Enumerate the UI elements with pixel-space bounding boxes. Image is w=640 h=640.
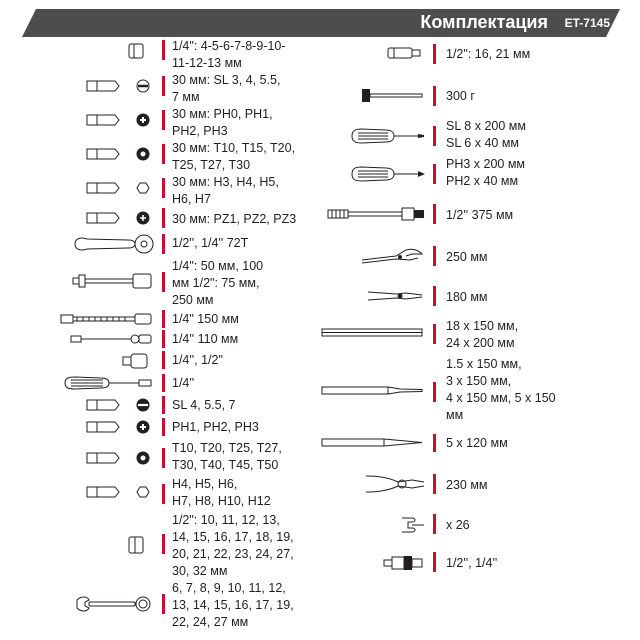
flat-chisel-icon xyxy=(320,326,430,340)
left-item-flexible-extension-text: 1/4" 150 мм xyxy=(172,312,239,326)
adapter-icon xyxy=(121,352,151,370)
universal-joint-icon xyxy=(382,552,428,574)
left-item-bits-hex-text: 30 мм: H3, H4, H5, H6, H7 xyxy=(172,175,279,206)
right-item-hammer-text: 300 г xyxy=(446,89,475,103)
left-item-bits-hex-short xyxy=(55,476,325,512)
left-item-bits-hex xyxy=(55,174,325,208)
bit-slotted-short-icon xyxy=(85,397,155,413)
right-item-screwdrivers-phillips xyxy=(318,156,628,192)
left-item-bits-slotted-short xyxy=(55,394,325,416)
left-item-flexible-extension xyxy=(55,310,325,330)
bit-torx-short-icon xyxy=(85,450,155,466)
flex-extension-icon xyxy=(69,332,157,346)
pin-punch-icon xyxy=(320,384,430,398)
right-item-long-extension-text: 1/2'' 375 мм xyxy=(446,208,514,222)
combination-pliers-icon xyxy=(366,286,428,306)
left-item-adapters-text: 1/4'', 1/2" xyxy=(172,353,223,367)
center-punch-icon xyxy=(320,436,430,450)
left-item-extension-bars xyxy=(55,258,325,310)
left-item-flex-extension-text: 1/4'' 110 мм xyxy=(172,332,239,346)
bit-pozidriv-icon xyxy=(85,210,155,226)
left-item-wrenches-text: 6, 7, 8, 9, 10, 11, 12, 13, 14, 15, 16, 17, 19, 22, 24, 27 мм xyxy=(172,581,294,629)
left-item-bits-pozidriv-text: 30 мм: PZ1, PZ2, PZ3 xyxy=(172,212,297,226)
left-item-bits-slotted-text: 30 мм: SL 3, 4, 5.5, 7 мм xyxy=(172,73,281,104)
left-item-sockets-quarter-text: 1/4": 4-5-6-7-8-9-10- 11-12-13 мм xyxy=(172,39,286,70)
right-item-flat-chisels xyxy=(318,318,628,354)
left-item-bit-holder xyxy=(55,372,325,394)
left-item-sockets-half xyxy=(55,512,325,582)
left-item-extension-bars-text: 1/4": 50 мм, 100 мм 1/2": 75 мм, 250 мм xyxy=(172,259,264,307)
header-banner xyxy=(0,8,640,38)
right-item-clips xyxy=(318,512,628,538)
hammer-icon xyxy=(360,86,426,106)
right-item-clips-text: x 26 xyxy=(446,518,470,532)
right-item-deep-sockets xyxy=(318,42,628,66)
flexible-extension-icon xyxy=(59,312,157,326)
left-item-ratchet xyxy=(55,232,325,258)
left-item-bit-holder-text: 1/4'' xyxy=(172,376,195,390)
clip-icon xyxy=(398,514,428,536)
right-item-deep-sockets-text: 1/2": 16, 21 мм xyxy=(446,47,531,61)
left-item-bits-phillips xyxy=(55,106,325,140)
left-item-flex-extension xyxy=(55,330,325,350)
left-item-bits-hex-short-text: H4, H5, H6, H7, H8, H10, H12 xyxy=(172,477,271,508)
extension-bar-icon xyxy=(71,272,157,290)
right-item-screwdrivers-slotted xyxy=(318,118,628,154)
left-item-bits-pozidriv xyxy=(55,208,325,232)
left-item-sockets-quarter xyxy=(55,38,325,72)
bit-hex-short-icon xyxy=(85,484,155,500)
right-item-hammer xyxy=(318,84,628,108)
bit-torx-icon xyxy=(85,146,155,162)
bit-slotted-icon xyxy=(85,78,155,94)
right-item-diagonal-cutters xyxy=(318,470,628,498)
right-item-universal-joints-text: 1/2'', 1/4'' xyxy=(446,556,498,570)
right-item-pin-punches xyxy=(318,356,628,426)
left-item-bits-phillips-short-text: PH1, PH2, PH3 xyxy=(172,420,259,434)
left-item-adapters xyxy=(55,350,325,372)
right-item-diagonal-cutters-text: 230 мм xyxy=(446,478,488,492)
screwdriver-slotted-icon xyxy=(350,126,428,146)
socket-half-inch-icon xyxy=(125,534,149,556)
left-item-bits-torx-text: 30 мм: T10, T15, T20, T25, T27, T30 xyxy=(172,141,296,172)
header-title: Комплектация xyxy=(420,12,548,32)
header-model: ET-7145 xyxy=(564,16,610,30)
right-item-center-punch xyxy=(318,432,628,456)
bit-holder-screwdriver-icon xyxy=(63,375,155,391)
deep-socket-icon xyxy=(386,44,426,62)
right-item-universal-joints xyxy=(318,550,628,576)
left-item-bits-phillips-text: 30 мм: PH0, PH1, PH2, PH3 xyxy=(172,107,273,138)
right-item-combination-pliers xyxy=(318,284,628,310)
left-item-wrenches xyxy=(55,580,325,634)
left-item-bits-torx-short xyxy=(55,440,325,476)
right-item-screwdrivers-slotted-text: SL 8 x 200 мм SL 6 x 40 мм xyxy=(446,119,526,150)
left-item-bits-phillips-short xyxy=(55,416,325,438)
right-item-flat-chisels-text: 18 x 150 мм, 24 x 200 мм xyxy=(446,319,519,350)
right-item-long-extension xyxy=(318,202,628,228)
right-item-pin-punches-text: 1.5 x 150 мм, 3 x 150 мм, 4 x 150 мм, 5 x 150 мм xyxy=(446,357,556,422)
right-item-center-punch-text: 5 x 120 мм xyxy=(446,436,508,450)
screwdriver-phillips-icon xyxy=(350,164,428,184)
bit-hex-icon xyxy=(85,180,155,196)
water-pump-pliers-icon xyxy=(360,246,428,266)
combination-wrench-icon xyxy=(75,594,155,614)
left-item-bits-slotted-short-text: SL 4, 5.5, 7 xyxy=(172,398,236,412)
diagonal-cutters-icon xyxy=(364,472,428,496)
right-item-water-pump-pliers-text: 250 мм xyxy=(446,250,488,264)
left-item-bits-slotted xyxy=(55,72,325,106)
ratchet-icon xyxy=(71,234,157,254)
socket-short-icon xyxy=(125,40,149,62)
bit-phillips-short-icon xyxy=(85,419,155,435)
left-item-sockets-half-text: 1/2": 10, 11, 12, 13, 14, 15, 16, 17, 18, 19, 20, 21, 22, 23, 24, 27, 30, 32 мм xyxy=(172,513,294,578)
bit-phillips-icon xyxy=(85,112,155,128)
right-item-water-pump-pliers xyxy=(318,244,628,270)
left-item-bits-torx xyxy=(55,140,325,174)
right-item-combination-pliers-text: 180 мм xyxy=(446,290,488,304)
left-item-bits-torx-short-text: T10, T20, T25, T27, T30, T40, T45, T50 xyxy=(172,441,282,472)
left-item-ratchet-text: 1/2'', 1/4'' 72T xyxy=(172,236,249,250)
long-extension-icon xyxy=(326,205,430,223)
right-item-screwdrivers-phillips-text: PH3 x 200 мм PH2 x 40 мм xyxy=(446,157,526,188)
